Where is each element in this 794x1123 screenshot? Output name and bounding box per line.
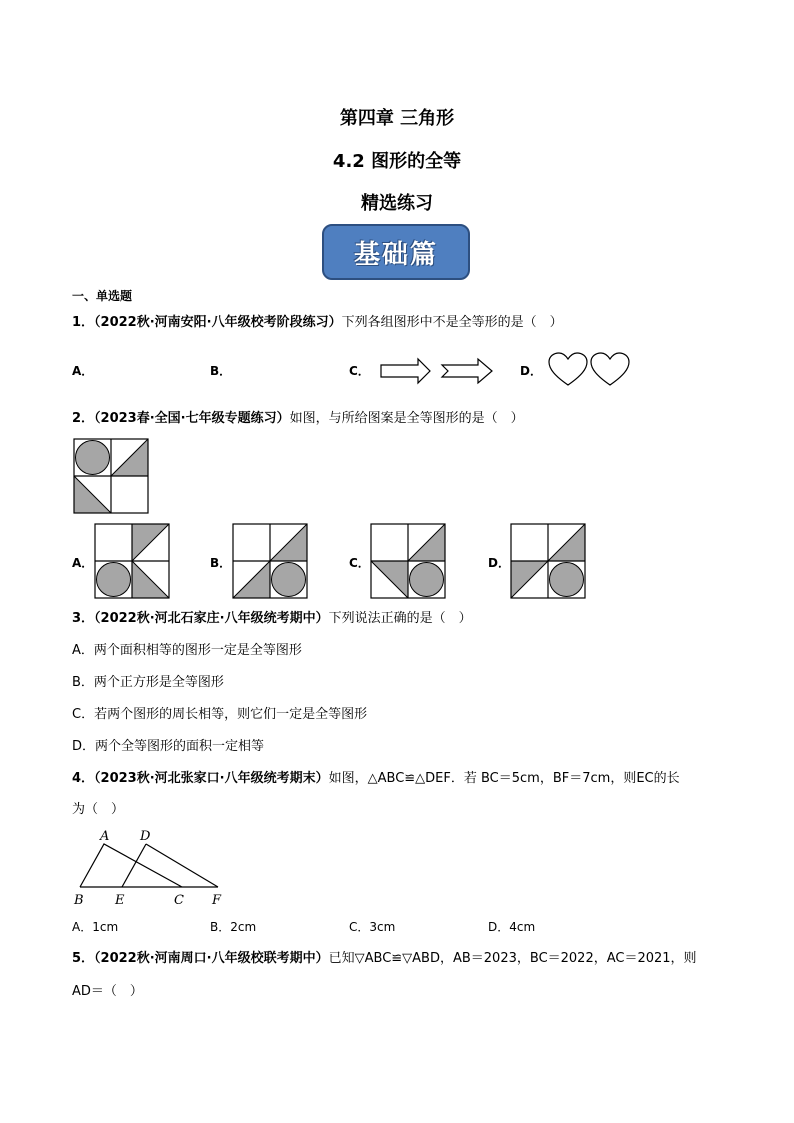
label-a: A: [100, 829, 110, 844]
q3-option-c: C．若两个图形的周长相等，则它们一定是全等图形: [72, 707, 368, 722]
q-number: 5．: [72, 951, 95, 966]
label-e: E: [115, 893, 125, 907]
q4-option-a: A．1cm: [72, 920, 119, 934]
chapter-title: 第四章 三角形: [339, 108, 455, 129]
q2-option-a: A．: [72, 556, 94, 570]
q1-option-a: A．: [72, 364, 94, 378]
level-badge: 基础篇: [322, 224, 470, 280]
q2-option-a-figure: [93, 522, 171, 600]
q1-option-b: B．: [210, 364, 232, 378]
q4-stem-continued: 为（ ）: [72, 802, 125, 817]
q-stem: 如图，△ABC≌△DEF．若 BC＝5cm，BF＝7cm，则EC的长: [328, 771, 680, 786]
q3-option-d: D．两个全等图形的面积一定相等: [72, 739, 265, 754]
q4-option-c: C．3cm: [349, 920, 396, 934]
label-d: D: [140, 829, 151, 844]
q-source: （2022秋·河北石家庄·八年级统考期中）: [94, 611, 329, 626]
q2-option-b-figure: [231, 522, 309, 600]
label-b: B: [74, 893, 84, 907]
q1-option-d: D．: [520, 364, 542, 378]
section-heading: 一、单选题: [72, 289, 133, 303]
q4-option-d: D．4cm: [488, 920, 536, 934]
q-source: （2023春·全国·七年级专题练习）: [94, 411, 290, 426]
q2-option-b: B．: [210, 556, 232, 570]
q-stem: 如图，与所给图案是全等图形的是（ ）: [289, 411, 524, 426]
question-3: [72, 610, 472, 628]
q-stem: 下列各组图形中不是全等形的是（ ）: [341, 315, 563, 330]
q-source: （2022秋·河南安阳·八年级校考阶段练习）: [94, 315, 342, 330]
q3-option-b: B．两个正方形是全等图形: [72, 675, 224, 690]
q-number: 4．: [72, 771, 95, 786]
q2-option-d: D．: [488, 556, 510, 570]
q-source: （2022秋·河南周口·八年级校联考期中）: [94, 951, 329, 966]
triangle-figure: [70, 827, 240, 907]
question-1: [72, 314, 563, 332]
question-4: [72, 770, 680, 788]
label-c: C: [174, 893, 184, 907]
q4-option-b: B．2cm: [210, 920, 257, 934]
q2-option-c-figure: [369, 522, 447, 600]
q-source: （2023秋·河北张家口·八年级统考期末）: [94, 771, 329, 786]
section-title: 4.2 图形的全等: [332, 151, 462, 172]
q-number: 2．: [72, 411, 95, 426]
q5-stem-continued: AD＝（ ）: [72, 984, 143, 999]
given-pattern-figure: [72, 437, 150, 515]
subtitle: 精选练习: [361, 193, 433, 214]
q-stem: 下列说法正确的是（ ）: [328, 611, 472, 626]
heart-shapes-figure: [547, 352, 633, 388]
question-5: [72, 950, 697, 968]
q-number: 1．: [72, 315, 95, 330]
q2-option-c: C．: [349, 556, 370, 570]
arrow-shapes-figure: [378, 356, 498, 386]
q-number: 3．: [72, 611, 95, 626]
q3-option-a: A．两个面积相等的图形一定是全等图形: [72, 643, 302, 658]
q2-option-d-figure: [509, 522, 587, 600]
question-2: [72, 410, 524, 428]
label-f: F: [212, 893, 222, 907]
q1-option-c: C．: [349, 364, 370, 378]
q-stem: 已知▽ABC≌▽ABD，AB＝2023，BC＝2022，AC＝2021，则: [328, 951, 697, 966]
